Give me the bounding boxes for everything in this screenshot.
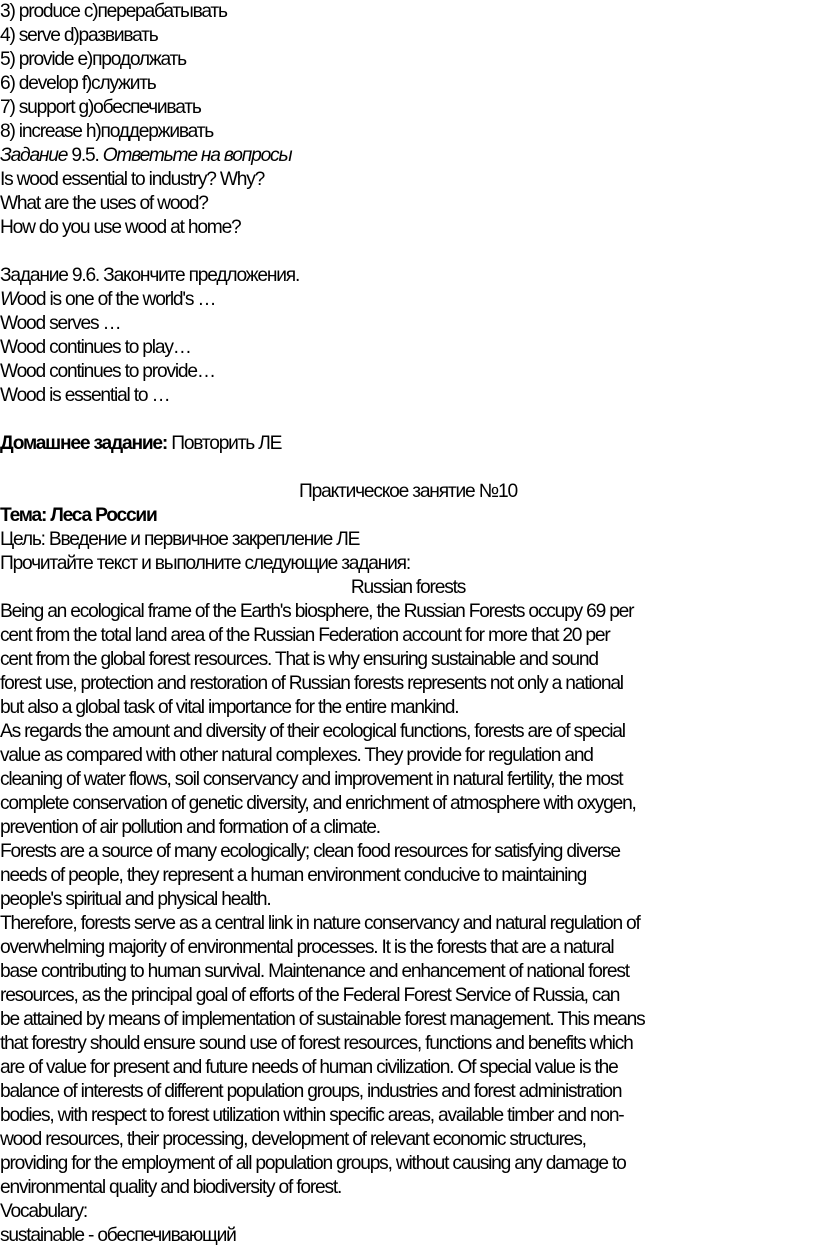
text-title: Russian forests — [350, 577, 466, 598]
text-line: be attained by means of implementation of sustainable forest management. This means — [0, 1009, 645, 1030]
text-line: are of value for present and future needs of human civilization. Of special value is the — [0, 1057, 618, 1078]
question: How do you use wood at home? — [0, 217, 241, 238]
paragraph — [0, 600, 816, 720]
text-line: cleaning of water flows, soil conservancy and improvement in natural fertility, the most — [0, 769, 623, 790]
text-line: people's spiritual and physical health. — [0, 889, 271, 910]
text-line: wood resources, their processing, development of relevant economic structures, — [0, 1129, 586, 1150]
matching-item: 5) provide e)продолжать — [0, 49, 186, 70]
sentence-first-rest: ood is one of the world's … — [16, 289, 216, 310]
question: Is wood essential to industry? Why? — [0, 169, 265, 190]
paragraph — [0, 720, 816, 840]
task-9-5-prefix: Задание — [0, 145, 68, 166]
homework — [0, 432, 816, 456]
task-9-5-heading — [0, 144, 816, 168]
lesson-goal: Цель: Введение и первичное закрепление ЛЕ — [0, 529, 360, 550]
homework-text: Повторить ЛЕ — [167, 433, 282, 454]
vocabulary-item: sustainable - обеспечивающий — [0, 1225, 236, 1246]
paragraph — [0, 912, 816, 1200]
text-line: bodies, with respect to forest utilization within specific areas, available timber and non- — [0, 1105, 624, 1126]
lesson-instruction: Прочитайте текст и выполните следующие задания: — [0, 553, 410, 574]
text-line: providing for the employment of all population groups, without causing any damage to — [0, 1153, 626, 1174]
sentence-start: Wood is essential to … — [0, 385, 170, 406]
text-line: Being an ecological frame of the Earth's biosphere, the Russian Forests occupy 69 per — [0, 601, 634, 622]
text-line: Forests are a source of many ecologically; clean food resources for satisfying diverse — [0, 841, 620, 862]
task-9-5-title: Ответьте на вопросы — [102, 145, 292, 166]
matching-item: 3) produce c)перерабатывать — [0, 1, 227, 22]
question: What are the uses of wood? — [0, 193, 208, 214]
text-line: cent from the total land area of the Russian Federation account for more that 20 per — [0, 625, 610, 646]
text-line: As regards the amount and diversity of their ecological functions, forests are of special — [0, 721, 625, 742]
text-line: prevention of air pollution and formation of a climate. — [0, 817, 380, 838]
text-line: complete conservation of genetic diversity, and enrichment of atmosphere with oxygen, — [0, 793, 636, 814]
matching-item: 8) increase h)поддерживать — [0, 121, 214, 142]
matching-item: 4) serve d)развивать — [0, 25, 158, 46]
text-line: value as compared with other natural complexes. They provide for regulation and — [0, 745, 593, 766]
text-line: base contributing to human survival. Maintenance and enhancement of national forest — [0, 961, 629, 982]
text-line: balance of interests of different population groups, industries and forest administration — [0, 1081, 622, 1102]
task-9-5-number: 9.5. — [67, 145, 103, 166]
text-line: needs of people, they represent a human environment conducive to maintaining — [0, 865, 587, 886]
task-9-6-heading: Задание 9.6. Закончите предложения. — [0, 265, 300, 286]
blank-line — [0, 408, 816, 432]
homework-label: Домашнее задание: — [0, 433, 168, 454]
sentence-start: Wood serves … — [0, 313, 121, 334]
text-line: environmental quality and biodiversity of forest. — [0, 1177, 342, 1198]
lesson-heading: Практическое занятие №10 — [299, 481, 517, 502]
sentence-start: Wood continues to play… — [0, 337, 191, 358]
text-line: Therefore, forests serve as a central link in nature conservancy and natural regulation of — [0, 913, 640, 934]
paragraph — [0, 840, 816, 912]
vocabulary — [0, 1200, 816, 1248]
blank-line — [0, 456, 816, 480]
blank-line — [0, 240, 816, 264]
text-line: but also a global task of vital importance for the entire mankind. — [0, 697, 459, 718]
task-9-5 — [0, 144, 816, 240]
task-9-6 — [0, 264, 816, 408]
text-line: that forestry should ensure sound use of forest resources, functions and benefits which — [0, 1033, 633, 1054]
sentence-first-letter: W — [0, 289, 17, 310]
sentence-start — [0, 288, 816, 312]
matching-item: 6) develop f)служить — [0, 73, 156, 94]
text-line: resources, as the principal goal of efforts of the Federal Forest Service of Russia, can — [0, 985, 620, 1006]
sentence-start: Wood continues to provide… — [0, 361, 215, 382]
text-line: forest use, protection and restoration of Russian forests represents not only a national — [0, 673, 623, 694]
lesson-topic: Тема: Леса России — [0, 505, 157, 526]
matching-item: 7) support g)обеспечивать — [0, 97, 201, 118]
vocabulary-label: Vocabulary: — [0, 1201, 88, 1222]
text-line: overwhelming majority of environmental processes. It is the forests that are a natural — [0, 937, 614, 958]
text-line: cent from the global forest resources. That is why ensuring sustainable and sound — [0, 649, 598, 670]
matching-list — [0, 0, 816, 144]
